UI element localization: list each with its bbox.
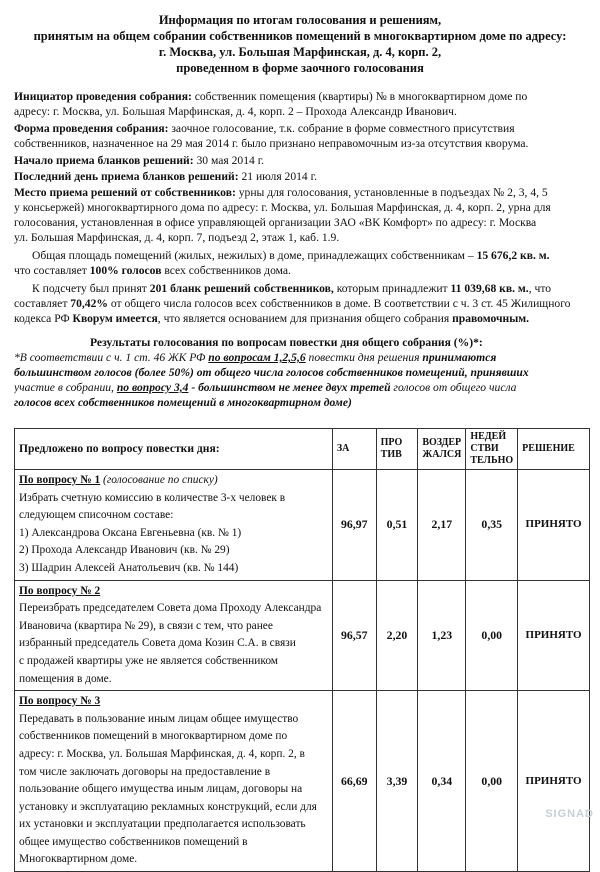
question-line: адресу: г. Москва, ул. Большая Марфинская, д. 4, корп. 2, в bbox=[19, 747, 305, 760]
decision-value: ПРИНЯТО bbox=[518, 580, 590, 691]
results-heading: Результаты голосования по вопросам повестки дня общего собрания (%)*: bbox=[90, 336, 483, 349]
area-line-2: что составляет 100% голосов всех собственников дома. bbox=[14, 264, 291, 277]
place-line-4: ул. Большая Марфинская, д. 4, корп. 7, подъезд 2, этаж 1, каб. 1.9. bbox=[14, 231, 340, 244]
question-line: том числе заключать договоры на предоставление в bbox=[19, 765, 271, 778]
place-line-3: голосования, установленная в офисе управляющей организации ЗАО «ВК Комфорт» по адресу: г. Москва bbox=[14, 216, 537, 229]
form-line: Форма проведения собрания: заочное голосование, т.к. собрание в форме совместного присутствия bbox=[14, 122, 515, 135]
question-line: с продажей квартиры уже не является собственником bbox=[19, 654, 279, 667]
question-line: избранный председатель Совета дома Козин С.А. в связи bbox=[19, 637, 296, 650]
table-row bbox=[15, 691, 590, 872]
header-question: Предложено по вопросу повестки дня: bbox=[15, 429, 333, 470]
question-title: По вопросу № 3 bbox=[19, 695, 101, 708]
question-line: общее имущество собственников помещений в bbox=[19, 835, 248, 848]
for-value: 96,97 bbox=[332, 470, 376, 581]
area-line: Общая площадь помещений (жилых, нежилых) в доме, принадлежащих собственникам – 15 676,2 кв. м. bbox=[32, 249, 550, 262]
note-line-2: большинством голосов (более 50%) от общего числа голосов собственников помещений, принявших bbox=[14, 366, 529, 379]
question-line: пользование общего имущества иным лицам, договоры на bbox=[19, 783, 303, 796]
table-row bbox=[15, 580, 590, 691]
question-cell bbox=[15, 691, 333, 872]
question-line: собственников помещений в многоквартирном доме по bbox=[19, 730, 288, 743]
table-row bbox=[15, 470, 590, 581]
votes-table bbox=[14, 428, 590, 872]
invalid-value: 0,35 bbox=[466, 470, 518, 581]
doc-title-line1: Информация по итогам голосования и решениям, bbox=[158, 13, 442, 27]
note-line-4: голосов всех собственников помещений в многоквартирном доме) bbox=[14, 396, 352, 409]
place-line-2: у консьержей) многоквартирного дома по адресу: г. Москва, ул. Большая Марфинская, д. 4, корп. 2, урна для bbox=[14, 201, 551, 214]
header-against: ПРО ТИВ bbox=[376, 429, 418, 470]
for-value: 66,69 bbox=[332, 691, 376, 872]
watermark-logo: SIGNAD bbox=[545, 808, 594, 820]
invalid-value: 0,00 bbox=[466, 691, 518, 872]
note-line-3: участие в собрании, по вопросу 3,4 - большинством не менее двух третей голосов от общего числа bbox=[14, 381, 517, 394]
header-for: ЗА bbox=[332, 429, 376, 470]
abstain-value: 2,17 bbox=[418, 470, 466, 581]
question-title: По вопросу № 1 (голосование по списку) bbox=[19, 474, 218, 486]
initiator-line-2: адресу: г. Москва, ул. Большая Марфинская, д. 4, корп. 2 – Прохода Александр Иванович. bbox=[14, 105, 457, 118]
header-decision: РЕШЕНИЕ bbox=[518, 429, 590, 470]
note-line-1: *В соответствии с ч. 1 ст. 46 ЖК РФ по вопросам 1,2,5,6 повестки дня решения принимаются bbox=[14, 351, 497, 364]
question-line: следующем списочном составе: bbox=[19, 509, 174, 522]
abstain-value: 0,34 bbox=[418, 691, 466, 872]
question-cell bbox=[15, 470, 333, 581]
question-line: помещения в доме. bbox=[19, 672, 112, 685]
doc-title-line2: принятым на общем собрании собственников помещений в многоквартирном доме по адресу: bbox=[33, 29, 567, 43]
place-line: Место приема решений от собственников: урны для голосования, установленные в подъездах № 2, 3, 4, 5 bbox=[14, 186, 548, 199]
initiator-line: Инициатор проведения собрания: собственник помещения (квартиры) № в многоквартирном доме по bbox=[14, 90, 528, 103]
decision-value: ПРИНЯТО bbox=[518, 470, 590, 581]
question-title: По вопросу № 2 bbox=[19, 584, 101, 597]
question-line: 1) Александрова Оксана Евгеньевна (кв. № 1) bbox=[19, 526, 242, 539]
abstain-value: 1,23 bbox=[418, 580, 466, 691]
against-value: 3,39 bbox=[376, 691, 418, 872]
header-invalid: НЕДЕЙ СТВИ ТЕЛЬНО bbox=[466, 429, 518, 470]
against-value: 2,20 bbox=[376, 580, 418, 691]
count-line-3: кодекса РФ Кворум имеется, что является основанием для признания общего собрания правомочным. bbox=[14, 312, 530, 325]
table-header-row bbox=[15, 429, 590, 470]
question-line: Ивановича (квартира № 29), в связи с тем, что ранее bbox=[19, 619, 273, 632]
question-line: 2) Прохода Александр Иванович (кв. № 29) bbox=[19, 544, 230, 557]
question-line: Многоквартирном доме. bbox=[19, 853, 138, 866]
for-value: 96,57 bbox=[332, 580, 376, 691]
question-line: Избрать счетную комиссию в количестве 3-х человек в bbox=[19, 491, 286, 504]
invalid-value: 0,00 bbox=[466, 580, 518, 691]
count-line-2: составляет 70,42% от общего числа голосов всех собственников в доме. В соответствии с ч. 3 ст. 45 Жилищного bbox=[14, 297, 571, 310]
question-line: установку и эксплуатацию рекламных конструкций, если для bbox=[19, 800, 317, 813]
against-value: 0,51 bbox=[376, 470, 418, 581]
start-line: Начало приема бланков решений: 30 мая 2014 г. bbox=[14, 154, 265, 167]
count-line: К подсчету был принят 201 бланк решений собственников, которым принадлежит 11 039,68 кв. м., что bbox=[32, 282, 552, 295]
doc-title-line4: проведенном в форме заочного голосования bbox=[176, 61, 424, 75]
header-abstain: ВОЗДЕР ЖАЛСЯ bbox=[418, 429, 466, 470]
doc-title-line3: г. Москва, ул. Большая Марфинская, д. 4, корп. 2, bbox=[158, 45, 442, 59]
form-line-2: собственников, назначенное на 29 мая 2014 г. было признано неправомочным из-за отсутствия кворума. bbox=[14, 137, 529, 150]
decision-value: ПРИНЯТО bbox=[518, 691, 590, 872]
end-line: Последний день приема бланков решений: 21 июля 2014 г. bbox=[14, 170, 317, 183]
question-line: Переизбрать председателем Совета дома Проходу Александра bbox=[19, 602, 322, 615]
question-line: 3) Шадрин Алексей Анатольевич (кв. № 144) bbox=[19, 561, 239, 574]
question-line: их установки и эксплуатации предполагается использовать bbox=[19, 818, 306, 831]
question-line: Передавать в пользование иным лицам общее имущество bbox=[19, 712, 299, 725]
question-cell bbox=[15, 580, 333, 691]
